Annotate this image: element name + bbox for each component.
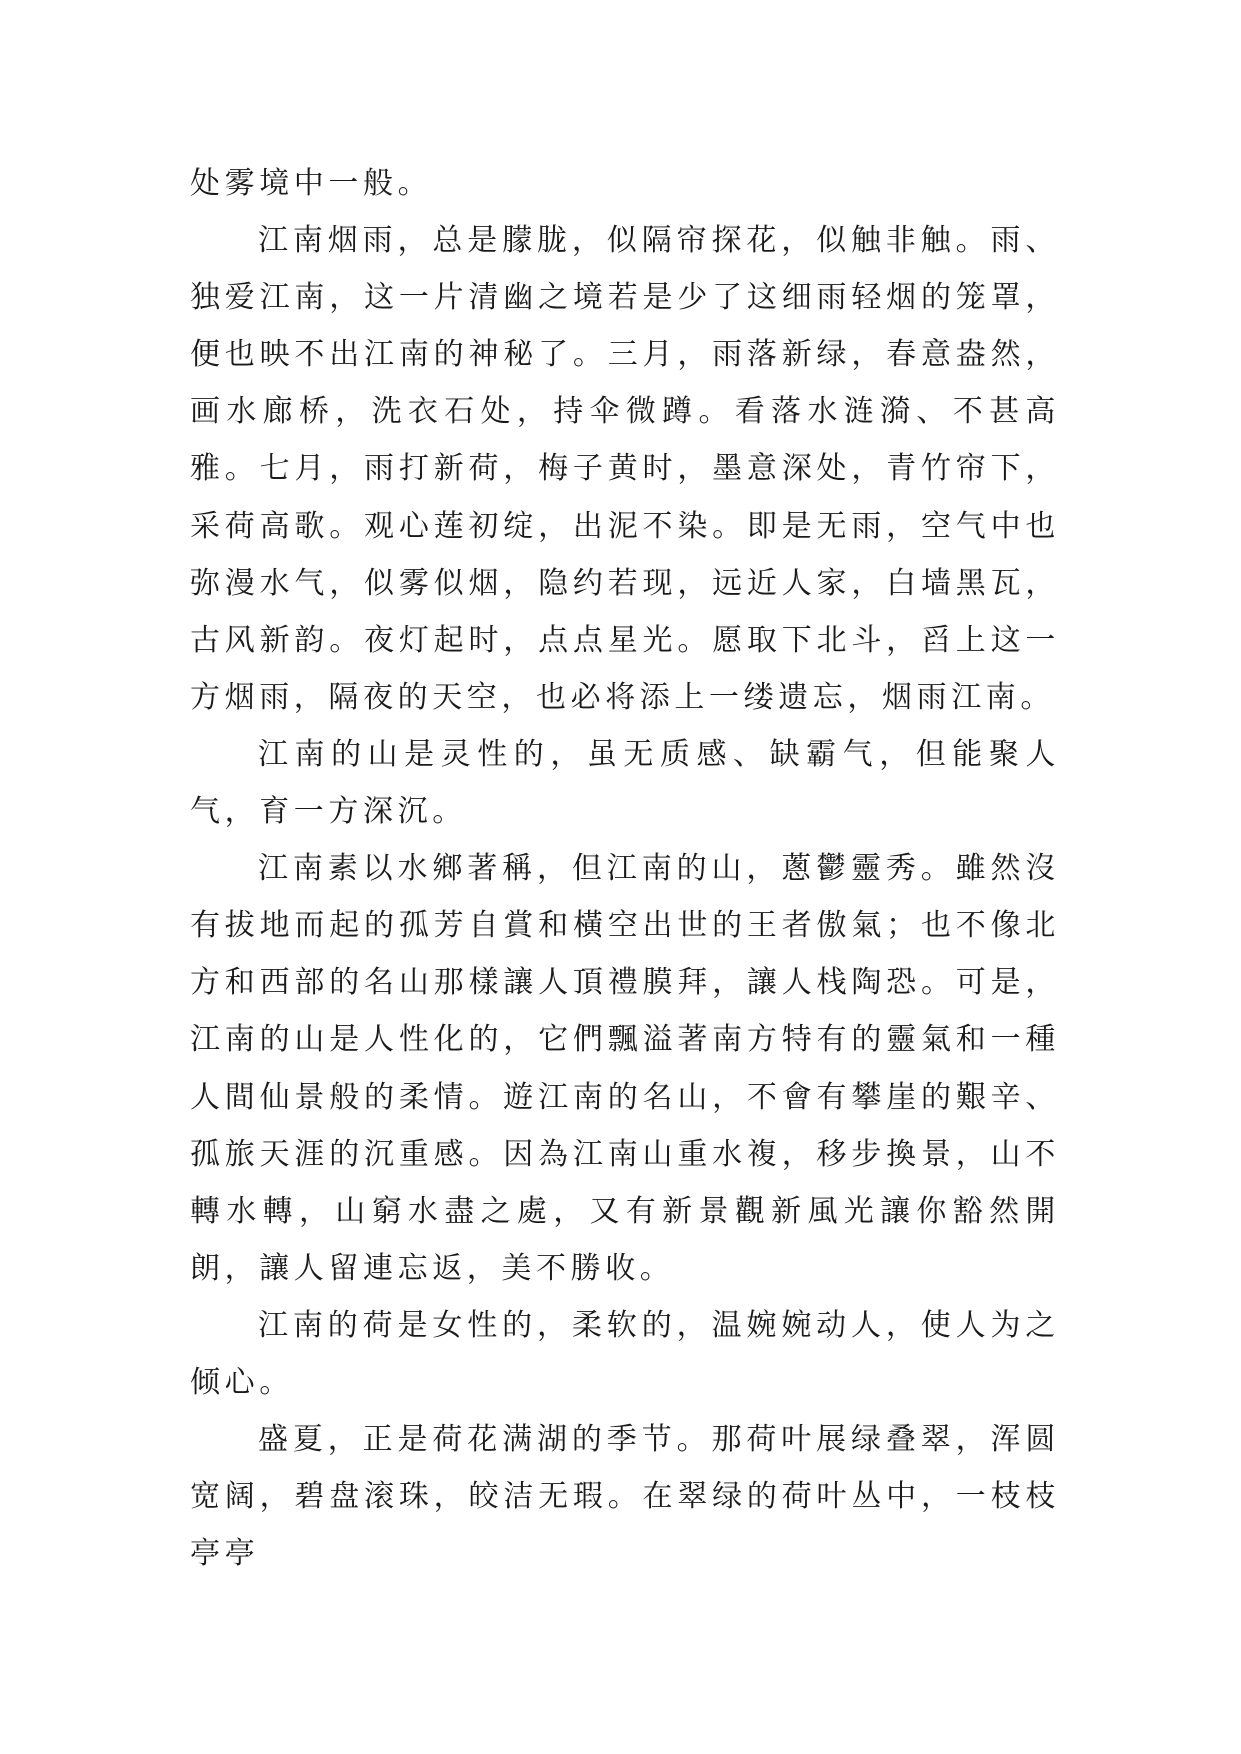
paragraph-mountain-detail: 江南素以水鄉著稱，但江南的山，蔥鬱靈秀。雖然沒有拔地而起的孤芳自賞和橫空出世的王者傲氣；也不像北方和西部的名山那樣讓人頂禮膜拜，讓人栈陶恐。可是，江南的山是人性化的，它們飄溢著南方特有的靈氣和一種人間仙景般的柔情。遊江南的名山，不會有攀崖的艱辛、孤旅天涯的沉重感。因為江南山重水複，移步換景，山不轉水轉，山窮水盡之處，又有新景觀新風光讓你豁然開朗，讓人留連忘返，美不勝收。 <box>190 851 1060 1286</box>
paragraph-continuation: 处雾境中一般。 <box>190 166 433 201</box>
paragraph-mountain-intro: 江南的山是灵性的，虽无质感、缺霸气，但能聚人气，育一方深沉。 <box>190 736 1060 830</box>
document-body <box>190 155 1060 1582</box>
paragraph-lotus-intro: 江南的荷是女性的，柔软的，温婉婉动人，使人为之倾心。 <box>190 1307 1060 1400</box>
paragraph-misty-rain: 江南烟雨，总是朦胧，似隔帘探花，似触非触。雨、独爱江南，这一片清幽之境若是少了这细雨轻烟的笼罩，便也映不出江南的神秘了。三月，雨落新绿，春意盎然，画水廊桥，洗衣石处，持伞微蹲。看落水涟漪、不甚高雅。七月，雨打新荷，梅子黄时，墨意深处，青竹帘下，采荷高歌。观心莲初绽，出泥不染。即是无雨，空气中也弥漫水气，似雾似烟，隐约若现，远近人家，白墙黑瓦，古风新韵。夜灯起时，点点星光。愿取下北斗，舀上这一方烟雨，隔夜的天空，也必将添上一缕遗忘，烟雨江南。 <box>190 223 1060 715</box>
paragraph-lotus-detail: 盛夏，正是荷花满湖的季节。那荷叶展绿叠翠，浑圆宽阔，碧盘滚珠，皎洁无瑕。在翠绿的荷叶丛中，一枝枝亭亭 <box>190 1422 1060 1572</box>
